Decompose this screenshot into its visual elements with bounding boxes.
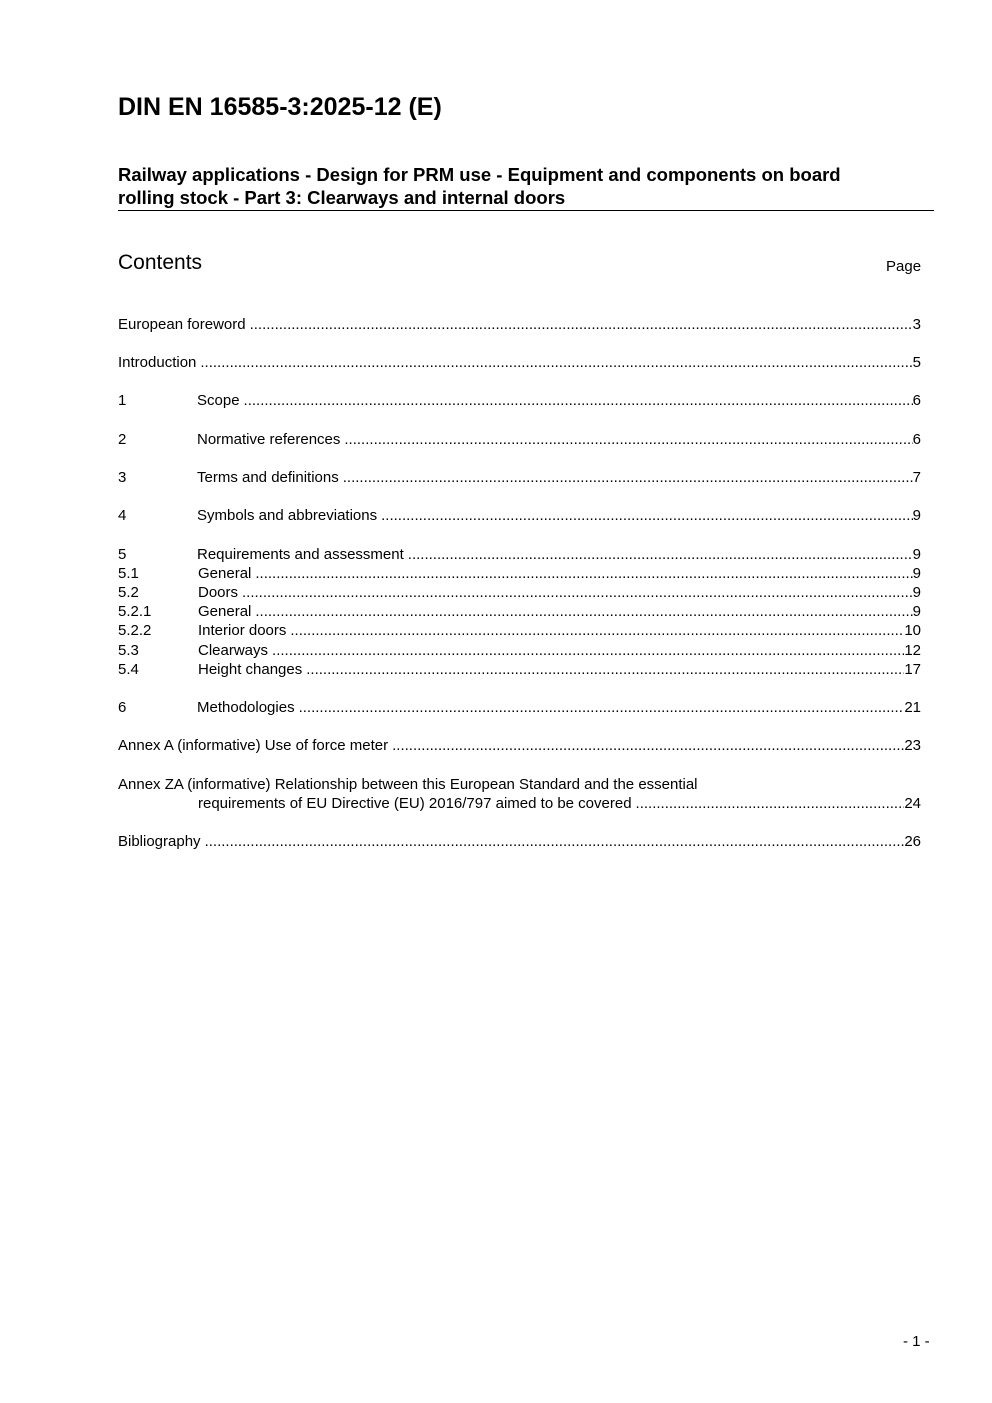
toc-entry-text: Symbols and abbreviations [197,507,378,524]
toc-leader-dots [299,698,905,717]
toc-entry-number: 4 [118,507,127,524]
toc-entry-european-foreword[interactable] [118,315,921,334]
toc-entry-page: 26 [904,833,921,850]
toc-entry-text: requirements of EU Directive (EU) 2016/797 aimed to be covered [198,795,632,812]
toc-entry-text: Methodologies [197,699,295,716]
toc-leader-dots [242,583,913,602]
toc-entry-text: Doors [198,584,239,601]
toc-leader-dots [250,315,913,334]
toc-entry-page: 5 [912,354,921,371]
toc-entry-introduction[interactable] [118,353,921,372]
toc-entry-scope[interactable] [118,391,921,410]
toc-entry-annex-za-line-2[interactable] [118,794,921,813]
toc-entry-text: Terms and definitions [197,469,339,486]
document-title-line-2: rolling stock - Part 3: Clearways and internal doors [118,187,566,208]
toc-entry-page: 10 [904,622,921,639]
toc-entry-text: Bibliography [118,833,201,850]
toc-entry-page: 6 [912,431,921,448]
toc-entry-5-2-doors[interactable] [118,583,921,602]
toc-entry-page: 21 [904,699,921,716]
toc-entry-number: 5.2.2 [118,622,152,639]
toc-entry-text: Annex A (informative) Use of force meter [118,737,389,754]
toc-entry-page: 7 [912,469,921,486]
toc-entry-number: 6 [118,699,127,716]
toc-leader-dots [306,660,904,679]
toc-leader-dots [343,468,913,487]
toc-entry-5-4-height-changes[interactable] [118,660,921,679]
toc-leader-dots [344,430,912,449]
toc-entry-page: 9 [912,546,921,563]
toc-leader-dots [205,832,905,851]
document-title [118,163,933,209]
page-column-heading: Page [886,258,922,275]
toc-entry-number: 5.2.1 [118,603,152,620]
toc-leader-dots [272,641,904,660]
toc-entry-text: Height changes [198,661,303,678]
toc-leader-dots [290,621,904,640]
contents-heading: Contents [118,251,203,274]
toc-entry-text: Scope [197,392,240,409]
toc-entry-number: 2 [118,431,127,448]
toc-entry-methodologies[interactable] [118,698,921,717]
toc-entry-number: 5.2 [118,584,139,601]
toc-entry-number: 1 [118,392,127,409]
toc-entry-page: 9 [912,507,921,524]
toc-leader-dots [255,602,912,621]
toc-entry-number: 5.4 [118,661,139,678]
document-title-line-1: Railway applications - Design for PRM use - Equipment and components on board [118,164,841,185]
toc-entry-annex-a[interactable] [118,736,921,755]
toc-entry-page: 9 [912,565,921,582]
toc-entry-number: 3 [118,469,127,486]
toc-entry-terms-and-definitions[interactable] [118,468,921,487]
toc-entry-page: 24 [904,795,921,812]
toc-leader-dots [200,353,912,372]
toc-entry-number: 5.1 [118,565,139,582]
toc-entry-annex-za-line-1[interactable]: Annex ZA (informative) Relationship between this European Standard and the essential [118,776,698,793]
toc-entry-text: General [198,565,252,582]
toc-leader-dots [636,794,905,813]
toc-entry-normative-references[interactable] [118,430,921,449]
toc-entry-symbols-and-abbreviations[interactable] [118,506,921,525]
toc-entry-page: 3 [912,316,921,333]
title-rule [118,210,934,211]
document-id: DIN EN 16585-3:2025-12 (E) [118,93,442,121]
toc-entry-5-1-general[interactable] [118,564,921,583]
toc-entry-page: 17 [904,661,921,678]
toc-entry-text: Interior doors [198,622,287,639]
footer-page-number: - 1 - [903,1333,930,1350]
toc-entry-page: 12 [904,642,921,659]
toc-entry-text: Clearways [198,642,269,659]
toc-entry-text: General [198,603,252,620]
toc-entry-page: 23 [904,737,921,754]
toc-entry-page: 6 [912,392,921,409]
toc-entry-requirements-and-assessment[interactable] [118,545,921,564]
toc-entry-text: European foreword [118,316,246,333]
toc-entry-page: 9 [912,584,921,601]
toc-entry-5-2-2-interior-doors[interactable] [118,621,921,640]
toc-leader-dots [244,391,913,410]
toc-entry-text: Introduction [118,354,197,371]
toc-entry-text: Requirements and assessment [197,546,404,563]
toc-entry-bibliography[interactable] [118,832,921,851]
toc-entry-text: Normative references [197,431,341,448]
toc-entry-number: 5 [118,546,127,563]
toc-leader-dots [392,736,904,755]
toc-leader-dots [408,545,913,564]
toc-leader-dots [255,564,912,583]
toc-entry-5-2-1-general[interactable] [118,602,921,621]
toc-leader-dots [381,506,913,525]
toc-entry-number: 5.3 [118,642,139,659]
toc-entry-5-3-clearways[interactable] [118,641,921,660]
toc-entry-page: 9 [912,603,921,620]
